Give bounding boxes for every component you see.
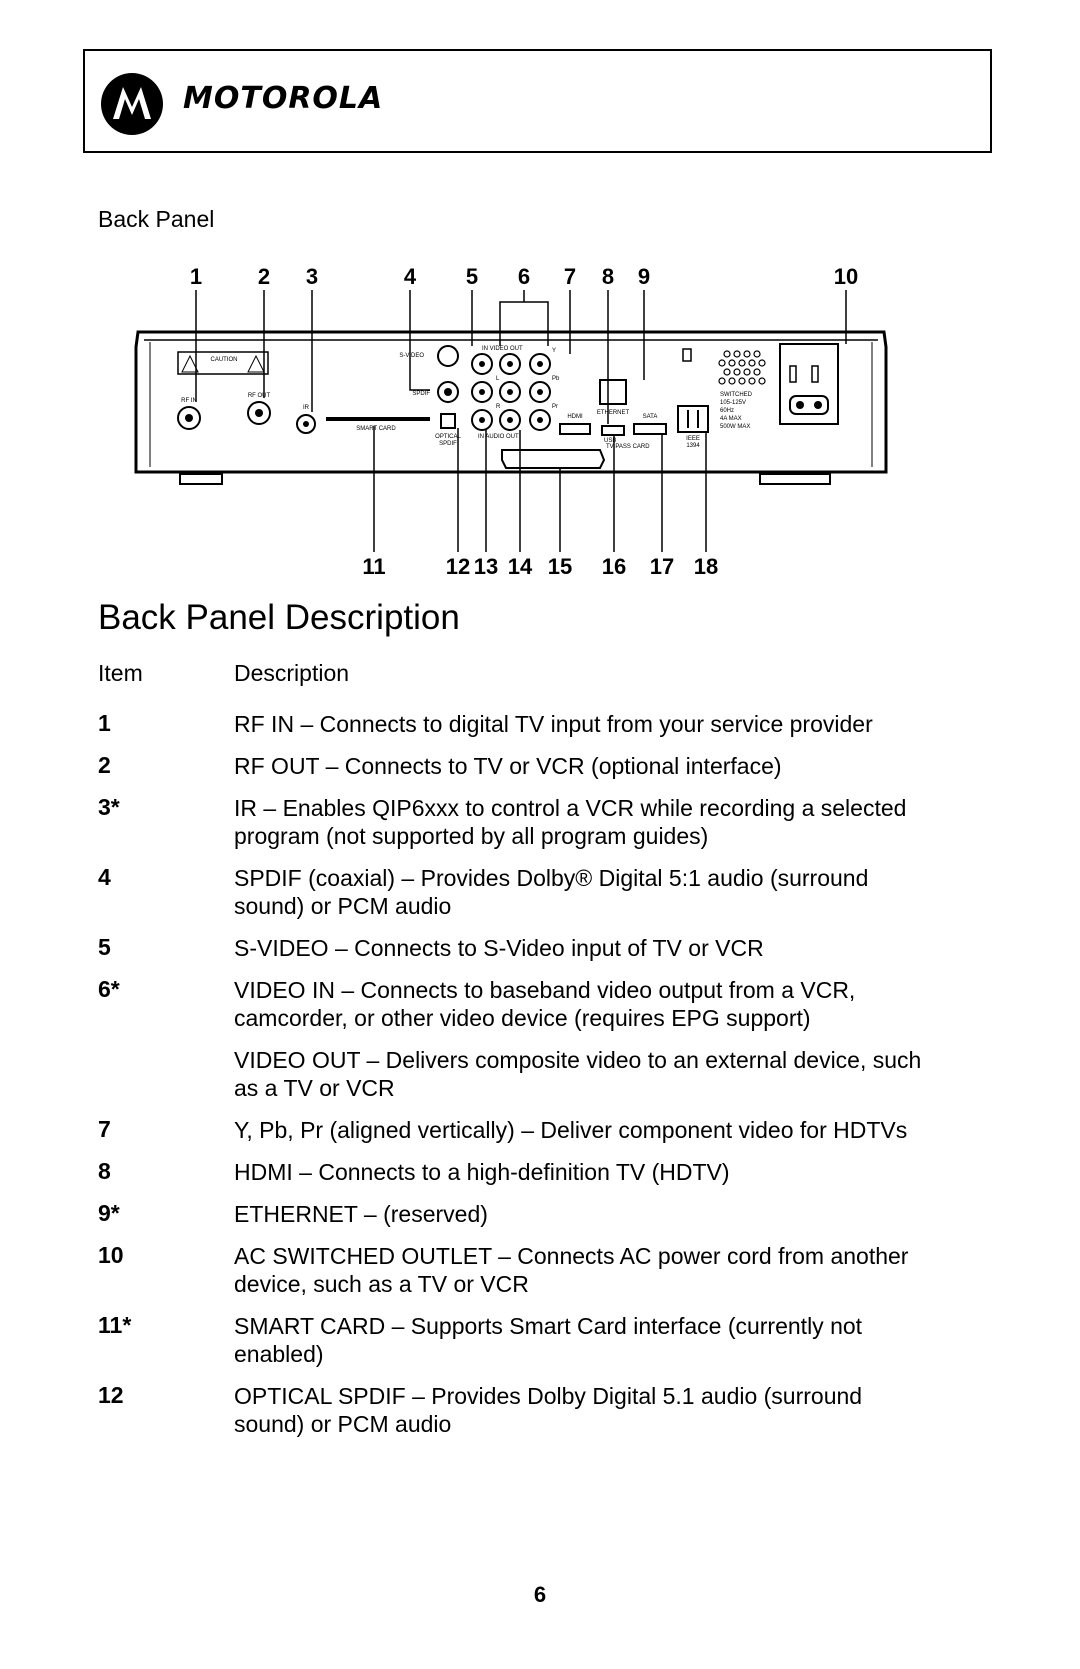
description-line: sound) or PCM audio bbox=[234, 1411, 452, 1437]
callout-5: 5 bbox=[465, 264, 479, 289]
row-item-number: 10 bbox=[98, 1242, 124, 1268]
row-description bbox=[234, 934, 978, 962]
row-description bbox=[234, 864, 978, 920]
description-line: enabled) bbox=[234, 1341, 324, 1367]
row-description bbox=[234, 710, 978, 738]
callout-10: 10 bbox=[833, 264, 859, 289]
description-line: VIDEO IN – Connects to baseband video output from a VCR, bbox=[234, 977, 856, 1003]
row-description bbox=[234, 976, 978, 1032]
spdif-label: SPDIF bbox=[412, 391, 430, 397]
ir-label: IR bbox=[303, 405, 309, 411]
table-row bbox=[98, 1116, 978, 1144]
optical-spdif-label: SPDIF bbox=[439, 441, 457, 447]
back-panel-diagram bbox=[120, 262, 960, 582]
row-item-number: 2 bbox=[98, 752, 111, 778]
callout-2: 2 bbox=[257, 264, 271, 289]
ieee-1394-label: 1394 bbox=[686, 443, 700, 449]
table-row bbox=[98, 752, 978, 780]
description-line: as a TV or VCR bbox=[234, 1075, 395, 1101]
row-description bbox=[234, 1116, 978, 1144]
rf-in-label: RF IN bbox=[181, 398, 197, 404]
table-row bbox=[98, 794, 978, 850]
description-line: S-VIDEO – Connects to S-Video input of TV or VCR bbox=[234, 935, 764, 961]
row-description bbox=[234, 1158, 978, 1186]
usb-label: USB bbox=[604, 438, 617, 444]
row-item-number: 12 bbox=[98, 1382, 124, 1408]
description-line: RF IN – Connects to digital TV input from your service provider bbox=[234, 711, 873, 737]
description-line: SPDIF (coaxial) – Provides Dolby® Digital 5:1 audio (surround bbox=[234, 865, 869, 891]
table-row bbox=[98, 710, 978, 738]
pb-label: Pb bbox=[552, 376, 560, 382]
description-line: AC SWITCHED OUTLET – Connects AC power cord from another bbox=[234, 1243, 909, 1269]
row-item-number: 8 bbox=[98, 1158, 111, 1184]
in-video-out-label: IN VIDEO OUT bbox=[482, 346, 523, 352]
in-audio-out-label: IN AUDIO OUT bbox=[478, 434, 519, 440]
callout-4: 4 bbox=[403, 264, 417, 289]
pr-label: Pr bbox=[552, 404, 558, 410]
description-line: SMART CARD – Supports Smart Card interface (currently not bbox=[234, 1313, 863, 1339]
l-label: L bbox=[496, 376, 500, 382]
callout-7: 7 bbox=[563, 264, 577, 289]
description-line: device, such as a TV or VCR bbox=[234, 1271, 529, 1297]
column-header-description: Description bbox=[234, 660, 350, 686]
row-description bbox=[234, 1242, 978, 1298]
row-item-number: 5 bbox=[98, 934, 111, 960]
row-item-number: 1 bbox=[98, 710, 111, 736]
description-line: VIDEO OUT – Delivers composite video to an external device, such bbox=[234, 1047, 922, 1073]
table-row bbox=[98, 1312, 978, 1368]
callout-8: 8 bbox=[601, 264, 615, 289]
table-row bbox=[98, 976, 978, 1032]
callout-1: 1 bbox=[189, 264, 203, 289]
page-number: 6 bbox=[533, 1582, 547, 1607]
smart-card-label: SMART CARD bbox=[356, 426, 396, 432]
back-panel-drawing bbox=[120, 262, 960, 582]
row-description bbox=[234, 1200, 978, 1228]
row-description bbox=[234, 1382, 978, 1438]
table-row bbox=[98, 934, 978, 962]
callout-13: 13 bbox=[473, 554, 499, 579]
rf-out-label: RF OUT bbox=[247, 393, 271, 399]
r-label: R bbox=[496, 404, 501, 410]
smart-card-slot bbox=[326, 417, 430, 421]
callout-17: 17 bbox=[649, 554, 675, 579]
callout-15: 15 bbox=[547, 554, 573, 579]
description-table bbox=[98, 710, 978, 1452]
callout-3: 3 bbox=[305, 264, 319, 289]
callout-12: 12 bbox=[445, 554, 471, 579]
callout-18: 18 bbox=[693, 554, 719, 579]
y-label: Y bbox=[552, 348, 557, 354]
description-line: ETHERNET – (reserved) bbox=[234, 1201, 488, 1227]
table-row bbox=[98, 1158, 978, 1186]
brand-wordmark: MOTOROLA bbox=[183, 81, 384, 116]
tv-pass-card-label: TV PASS CARD bbox=[606, 444, 650, 450]
row-description bbox=[234, 794, 978, 850]
column-header-item: Item bbox=[98, 660, 143, 686]
ethernet-label: ETHERNET bbox=[596, 410, 630, 416]
description-line: sound) or PCM audio bbox=[234, 893, 452, 919]
description-line: Y, Pb, Pr (aligned vertically) – Deliver component video for HDTVs bbox=[234, 1117, 908, 1143]
switched-label-5: 500W MAX bbox=[720, 424, 751, 430]
switched-label-4: 4A MAX bbox=[720, 416, 742, 422]
s-video-label: S-VIDEO bbox=[399, 353, 424, 359]
description-line: camcorder, or other video device (requires EPG support) bbox=[234, 1005, 811, 1031]
callout-11: 11 bbox=[362, 554, 386, 579]
section-label: Back Panel bbox=[98, 206, 215, 232]
row-item-number: 11* bbox=[98, 1312, 132, 1338]
callout-9: 9 bbox=[637, 264, 651, 289]
switched-label-3: 60Hz bbox=[720, 408, 735, 414]
page-title: Back Panel Description bbox=[98, 598, 460, 637]
row-item-number: 4 bbox=[98, 864, 111, 890]
row-description bbox=[234, 1046, 978, 1102]
table-row bbox=[98, 1200, 978, 1228]
row-item-number: 3* bbox=[98, 794, 120, 820]
sata-label: SATA bbox=[642, 414, 658, 420]
callout-6: 6 bbox=[517, 264, 531, 289]
callout-16: 16 bbox=[601, 554, 627, 579]
hdmi-label: HDMI bbox=[567, 414, 583, 420]
optical-label: OPTICAL bbox=[435, 434, 461, 440]
table-row bbox=[98, 864, 978, 920]
description-line: program (not supported by all program guides) bbox=[234, 823, 709, 849]
row-item-number: 6* bbox=[98, 976, 120, 1002]
header-box bbox=[83, 49, 992, 153]
switched-label-2: 105-125V bbox=[720, 400, 747, 406]
motorola-logo-icon bbox=[101, 73, 163, 135]
description-line: IR – Enables QIP6xxx to control a VCR while recording a selected bbox=[234, 795, 907, 821]
row-description bbox=[234, 1312, 978, 1368]
row-description bbox=[234, 752, 978, 780]
switched-label-1: SWITCHED bbox=[720, 392, 752, 398]
caution-text: CAUTION bbox=[210, 357, 238, 363]
callout-14: 14 bbox=[507, 554, 533, 579]
description-line: RF OUT – Connects to TV or VCR (optional interface) bbox=[234, 753, 782, 779]
table-row bbox=[98, 1382, 978, 1438]
description-line: OPTICAL SPDIF – Provides Dolby Digital 5.1 audio (surround bbox=[234, 1383, 863, 1409]
table-row bbox=[98, 1046, 978, 1102]
description-line: HDMI – Connects to a high-definition TV (HDTV) bbox=[234, 1159, 730, 1185]
table-row bbox=[98, 1242, 978, 1298]
row-item-number: 9* bbox=[98, 1200, 120, 1226]
ieee-label: IEEE bbox=[686, 436, 700, 442]
row-item-number: 7 bbox=[98, 1116, 111, 1142]
